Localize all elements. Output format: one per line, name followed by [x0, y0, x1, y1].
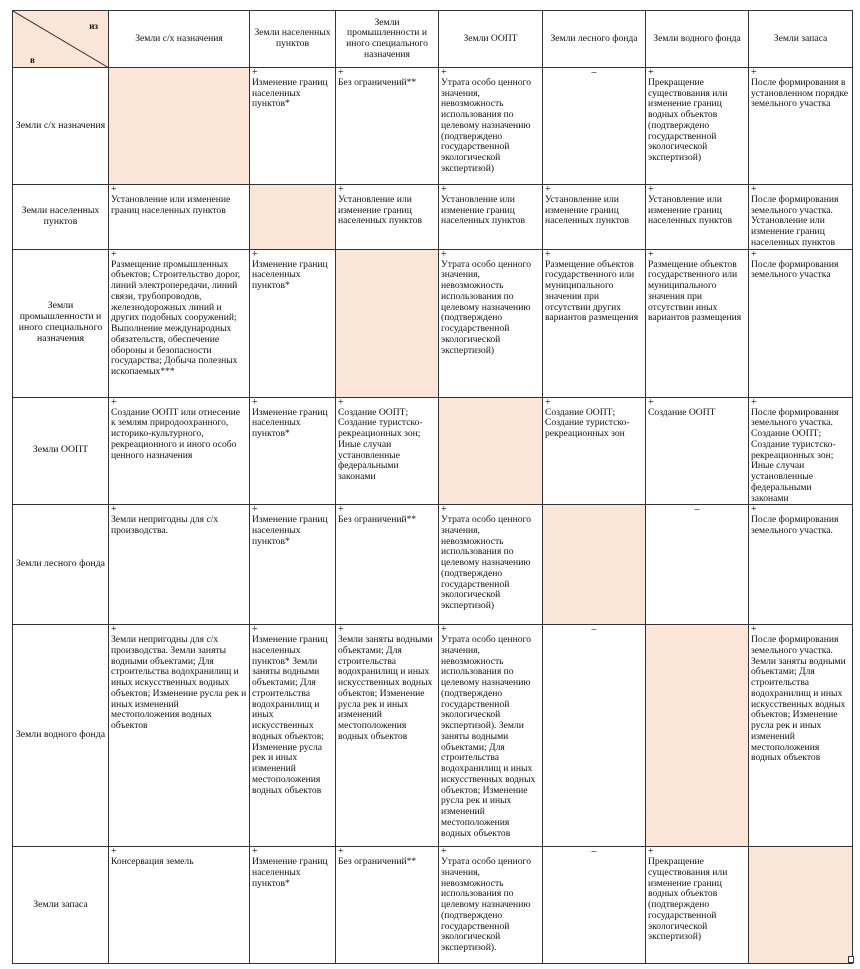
- cell-reserve-to-settlements: [250, 847, 336, 964]
- allowed-mark: +: [338, 67, 344, 78]
- cell-industry-to-oopt: [439, 249, 543, 397]
- cell-reserve-to-agri: [109, 847, 250, 964]
- allowed-mark: +: [252, 67, 258, 78]
- cell-agri-to-industry: [336, 68, 439, 185]
- column-header-agri: Земли с/х назначения: [109, 11, 250, 68]
- condition-text: Без ограничений**: [338, 514, 417, 526]
- header-row: [13, 11, 853, 68]
- cell-forest-to-water: [646, 505, 749, 625]
- cell-reserve-to-water: [646, 847, 749, 964]
- condition-text: Утрата особо ценного значения, невозможность использования по целевому назначению (подтверждено государственной экологической экспертизой).: [441, 856, 531, 954]
- condition-text: После формирования земельного участка: [751, 258, 839, 281]
- condition-text: Изменение границ населенных пунктов*: [252, 406, 328, 440]
- allowed-mark: +: [648, 846, 654, 858]
- cell-water-to-agri: [109, 625, 250, 847]
- table-row-industry: [13, 249, 853, 397]
- cell-agri-to-reserve: [749, 68, 853, 185]
- allowed-mark: +: [338, 184, 344, 195]
- cell-settlements-to-water: [646, 185, 749, 250]
- condition-text: После формирования земельного участка. Установление или изменение границ населенных пунктов: [751, 194, 839, 248]
- table-row-settlements: [13, 185, 853, 250]
- condition-text: Земли непригодны для с/х производства.: [111, 514, 219, 537]
- cell-water-to-settlements: [250, 625, 336, 847]
- allowed-mark: +: [252, 846, 258, 858]
- forbidden-mark: −: [590, 624, 598, 637]
- table-row-reserve: [13, 847, 853, 964]
- condition-text: После формирования земельного участка. Создание ООПТ; Создание туристско-рекреационных зон; Иные случаи установленные федеральными законами: [751, 406, 839, 504]
- allowed-mark: +: [648, 397, 654, 408]
- allowed-mark: +: [751, 624, 757, 636]
- allowed-mark: +: [111, 504, 117, 516]
- cell-forest-to-reserve: [749, 505, 853, 625]
- allowed-mark: +: [338, 397, 344, 408]
- row-header-reserve: Земли запаса: [13, 847, 109, 964]
- allowed-mark: +: [441, 249, 447, 260]
- cell-water-to-water: [646, 625, 749, 847]
- allowed-mark: +: [648, 249, 654, 260]
- table-body: [13, 68, 853, 964]
- allowed-mark: +: [545, 249, 551, 260]
- allowed-mark: +: [751, 184, 757, 195]
- cell-industry-to-forest: [543, 249, 646, 397]
- land-category-transition-table: [12, 10, 853, 964]
- condition-text: Создание ООПТ или отнесение к землям природоохранного, историко-культурного, рекреационного и иного особо ценного назначения: [111, 406, 241, 461]
- condition-text: После формирования земельного участка. Земли заняты водными объектами; Для строительства водохранилищ и иных искусственных водных объектов; Изменение русла рек и иных изменений местоположения водных объектов: [751, 634, 846, 764]
- condition-text: Прекращение существования или изменение границ водных объектов (подтверждено государственной экологической экспертизой): [648, 77, 728, 164]
- condition-text: Утрата особо ценного значения, невозможность использования по целевому назначению (подтверждено государственной экологической экспертизой). Земли заняты водными объектами; Для строительства водохранилищ и иных искусственных водных объектов; Изменение русла рек и иных изменений местоположения водных объектов: [441, 634, 536, 839]
- cell-forest-to-industry: [336, 505, 439, 625]
- cell-water-to-forest: [543, 625, 646, 847]
- condition-text: Утрата особо ценного значения, невозможность использования по целевому назначению (подтверждено государственной экологической экспертизой): [441, 514, 531, 612]
- allowed-mark: +: [111, 397, 117, 408]
- column-header-reserve: Земли запаса: [749, 11, 853, 68]
- condition-text: Прекращение существования или изменение границ водных объектов (подтверждено государственной экологической экспертизой): [648, 856, 728, 943]
- condition-text: Установление или изменение границ населенных пунктов: [648, 194, 732, 227]
- cell-forest-to-forest: [543, 505, 646, 625]
- allowed-mark: +: [252, 624, 258, 636]
- cell-industry-to-water: [646, 249, 749, 397]
- condition-text: Размещение промышленных объектов; Строительство дорог, линий электропередачи, линий связи, трубопроводов, железнодорожных линий и других подобных сооружений; Выполнение международных обязательств, обеспечение обороны и безопасности государства; Добыча полезных ископаемых***: [111, 258, 241, 378]
- allowed-mark: +: [111, 184, 117, 195]
- cell-water-to-industry: [336, 625, 439, 847]
- condition-text: Создание ООПТ; Создание туристско-рекреационных зон: [545, 406, 630, 440]
- allowed-mark: +: [441, 624, 447, 636]
- condition-text: Изменение границ населенных пунктов* Земли заняты водными объектами; Для строительства водохранилищ и иных искусственных водных объектов; Изменение русла рек и иных изменений местоположения водных объектов: [252, 634, 328, 796]
- condition-text: Консервация земель: [111, 856, 194, 868]
- allowed-mark: +: [545, 397, 551, 408]
- cell-agri-to-water: [646, 68, 749, 185]
- row-header-settlements: Земли населенных пунктов: [13, 185, 109, 250]
- allowed-mark: +: [338, 624, 344, 636]
- cell-oopt-to-agri: [109, 397, 250, 505]
- from-label: из: [89, 21, 98, 31]
- condition-text: Установление или изменение границ населенных пунктов: [545, 194, 629, 227]
- cell-industry-to-reserve: [749, 249, 853, 397]
- row-header-water: Земли водного фонда: [13, 625, 109, 847]
- column-header-forest: Земли лесного фонда: [543, 11, 646, 68]
- allowed-mark: +: [252, 504, 258, 516]
- condition-text: Размещение объектов государственного или муниципального значения при отсутствии иных вариантов размещения: [648, 258, 742, 324]
- condition-text: Без ограничений**: [338, 856, 417, 868]
- condition-text: Земли непригодны для с/х производства. Земли заняты водными объектами; Для строительства водохранилищ и иных искусственных водных объектов; Изменение русла рек и иных изменений местоположения водных объектов: [111, 634, 247, 732]
- cell-oopt-to-oopt: [439, 397, 543, 505]
- cell-settlements-to-settlements: [250, 185, 336, 250]
- condition-text: Создание ООПТ: [648, 406, 716, 418]
- condition-text: После формирования в установленном порядке земельного участка: [751, 77, 849, 110]
- cell-water-to-oopt: [439, 625, 543, 847]
- condition-text: Установление или изменение границ населенных пунктов: [338, 194, 422, 227]
- condition-text: Без ограничений**: [338, 77, 417, 88]
- condition-text: Утрата особо ценного значения, невозможность использования по целевому назначению (подтверждено государственной экологической экспертизой): [441, 258, 531, 356]
- cell-agri-to-oopt: [439, 68, 543, 185]
- allowed-mark: +: [441, 67, 447, 78]
- allowed-mark: +: [111, 624, 117, 636]
- condition-text: Земли заняты водными объектами; Для строительства водохранилищ и иных искусственных водных объектов; Изменение русла рек и иных изменений местоположения водных объектов: [338, 634, 433, 742]
- table-row-agri: [13, 68, 853, 185]
- cell-settlements-to-industry: [336, 185, 439, 250]
- condition-text: Изменение границ населенных пунктов*: [252, 77, 328, 110]
- cell-reserve-to-oopt: [439, 847, 543, 964]
- cell-settlements-to-forest: [543, 185, 646, 250]
- column-header-settlements: Земли населенных пунктов: [250, 11, 336, 68]
- cell-water-to-reserve: [749, 625, 853, 847]
- allowed-mark: +: [545, 184, 551, 195]
- row-header-agri: Земли с/х назначения: [13, 68, 109, 185]
- to-label: в: [30, 54, 35, 65]
- condition-text: Создание ООПТ; Создание туристско-рекреационных зон; Иные случаи установленные федеральными законами: [338, 406, 423, 483]
- cell-reserve-to-industry: [336, 847, 439, 964]
- allowed-mark: +: [648, 184, 654, 195]
- cell-oopt-to-settlements: [250, 397, 336, 505]
- table-row-oopt: [13, 397, 853, 505]
- table-row-water: [13, 625, 853, 847]
- cell-settlements-to-reserve: [749, 185, 853, 250]
- allowed-mark: +: [751, 67, 757, 78]
- cell-industry-to-industry: [336, 249, 439, 397]
- allowed-mark: +: [648, 67, 654, 78]
- allowed-mark: +: [338, 504, 344, 516]
- forbidden-mark: −: [590, 846, 598, 859]
- cell-forest-to-oopt: [439, 505, 543, 625]
- cell-oopt-to-industry: [336, 397, 439, 505]
- allowed-mark: +: [111, 249, 117, 260]
- corner-diagonal: [13, 11, 109, 68]
- allowed-mark: +: [111, 846, 117, 858]
- row-header-industry: Земли промышленности и иного специального назначения: [13, 249, 109, 397]
- condition-text: Размещение объектов государственного или муниципального значения при отсутствии других вариантов размещения: [545, 258, 639, 324]
- land-category-transition-table-wrapper: [12, 10, 853, 964]
- allowed-mark: +: [751, 397, 757, 408]
- condition-text: Изменение границ населенных пунктов*: [252, 856, 328, 889]
- allowed-mark: +: [751, 504, 757, 516]
- condition-text: Установление или изменение границ населенных пунктов: [441, 194, 525, 227]
- cell-industry-to-settlements: [250, 249, 336, 397]
- row-header-oopt: Земли ООПТ: [13, 397, 109, 505]
- condition-text: Изменение границ населенных пунктов*: [252, 514, 328, 547]
- allowed-mark: +: [441, 504, 447, 516]
- allowed-mark: +: [751, 249, 757, 260]
- cell-reserve-to-forest: [543, 847, 646, 964]
- forbidden-mark: −: [590, 67, 598, 79]
- cell-agri-to-forest: [543, 68, 646, 185]
- column-header-oopt: Земли ООПТ: [439, 11, 543, 68]
- condition-text: После формирования земельного участка.: [751, 514, 839, 537]
- cell-forest-to-agri: [109, 505, 250, 625]
- condition-text: Утрата особо ценного значения, невозможность использования по целевому назначению (подтверждено государственной экологической экспертизой): [441, 77, 531, 174]
- forbidden-mark: −: [693, 504, 701, 517]
- column-header-industry: Земли промышленности и иного специального назначения: [336, 11, 439, 68]
- table-end-marker: [848, 956, 854, 963]
- corner-cell: [13, 11, 109, 68]
- allowed-mark: +: [338, 846, 344, 858]
- cell-industry-to-agri: [109, 249, 250, 397]
- table-row-forest: [13, 505, 853, 625]
- allowed-mark: +: [252, 397, 258, 408]
- cell-forest-to-settlements: [250, 505, 336, 625]
- cell-oopt-to-water: [646, 397, 749, 505]
- cell-oopt-to-forest: [543, 397, 646, 505]
- condition-text: Изменение границ населенных пунктов*: [252, 258, 328, 292]
- cell-reserve-to-reserve: [749, 847, 853, 964]
- allowed-mark: +: [441, 184, 447, 195]
- cell-settlements-to-agri: [109, 185, 250, 250]
- cell-oopt-to-reserve: [749, 397, 853, 505]
- cell-agri-to-agri: [109, 68, 250, 185]
- column-header-water: Земли водного фонда: [646, 11, 749, 68]
- allowed-mark: +: [252, 249, 258, 260]
- cell-agri-to-settlements: [250, 68, 336, 185]
- cell-settlements-to-oopt: [439, 185, 543, 250]
- condition-text: Установление или изменение границ населенных пунктов: [111, 194, 231, 216]
- row-header-forest: Земли лесного фонда: [13, 505, 109, 625]
- allowed-mark: +: [441, 846, 447, 858]
